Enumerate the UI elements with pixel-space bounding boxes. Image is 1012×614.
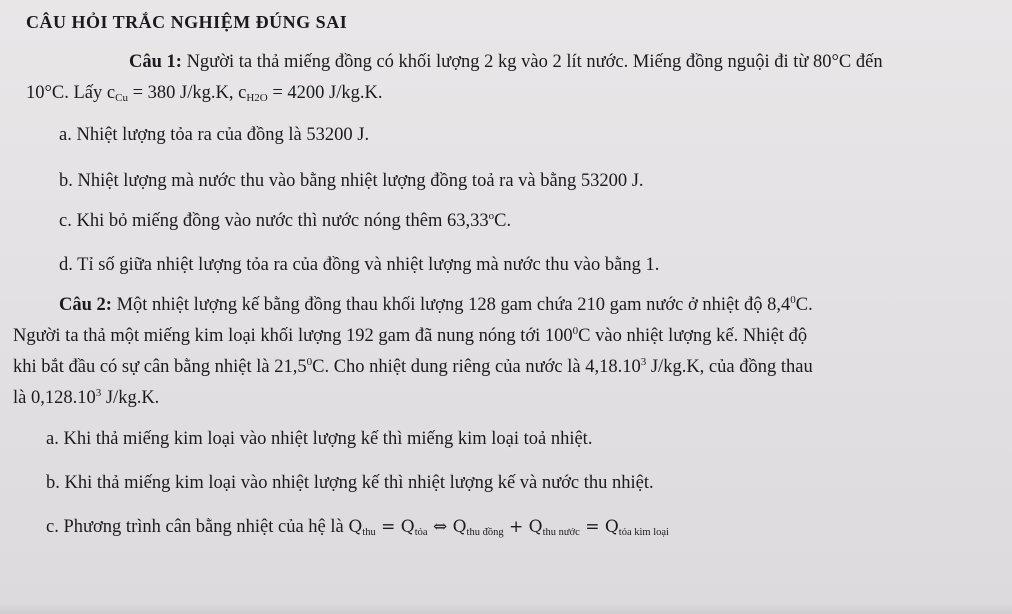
q1-line-1: Câu 1: Người ta thả miếng đồng có khối lượng 2 kg vào 2 lít nước. Miếng đồng nguội đi từ 80°C đến	[129, 52, 883, 72]
q2-option-a: a. Khi thả miếng kim loại vào nhiệt lượng kế thì miếng kim loại toả nhiệt.	[46, 429, 593, 449]
page-shadow	[0, 602, 1012, 614]
q2-label: Câu 2:	[59, 295, 112, 315]
q1-label: Câu 1:	[129, 52, 182, 72]
q1-option-b: b. Nhiệt lượng mà nước thu vào bằng nhiệt lượng đồng toả ra và bằng 53200 J.	[59, 171, 644, 191]
section-title: CÂU HỎI TRẮC NGHIỆM ĐÚNG SAI	[26, 12, 348, 32]
q2-option-b: b. Khi thả miếng kim loại vào nhiệt lượng kế thì nhiệt lượng kế và nước thu nhiệt.	[46, 473, 654, 493]
q1-option-c: c. Khi bỏ miếng đồng vào nước thì nước nóng thêm 63,33$^o$C.	[59, 210, 512, 231]
q1-option-a: a. Nhiệt lượng tỏa ra của đồng là 53200 J.	[59, 125, 370, 145]
q2-line-4: là 0,128.10$^3$ J/kg.K.	[13, 387, 160, 408]
q2-option-c: c. Phương trình cân bằng nhiệt của hệ là Qthu = Qtỏa ⇔ Qthu đồng + Qthu nước = Qtỏa kim loại	[46, 517, 669, 538]
q1-option-d: d. Tỉ số giữa nhiệt lượng tỏa ra của đồng và nhiệt lượng mà nước thu vào bằng 1.	[59, 255, 660, 275]
q2-line-1: Câu 2: Một nhiệt lượng kế bằng đồng thau khối lượng 128 gam chứa 210 gam nước ở nhiệt độ $8,4^0C$.	[59, 294, 813, 315]
q1-line-2: 10°C. Lấy $c_{Cu} = 380$ J/kg.K, $c_{H2O} = 4200$ J/kg.K.	[26, 83, 383, 104]
q2-line-3: khi bắt đầu có sự cân bằng nhiệt là 21,5$^0$C. Cho nhiệt dung riêng của nước là 4,18.10$^3$ J/kg.K, của đồng thau	[13, 356, 813, 377]
q2-line-2: Người ta thả một miếng kim loại khối lượng 192 gam đã nung nóng tới $100^0C$ vào nhiệt lượng kế. Nhiệt độ	[13, 325, 808, 346]
